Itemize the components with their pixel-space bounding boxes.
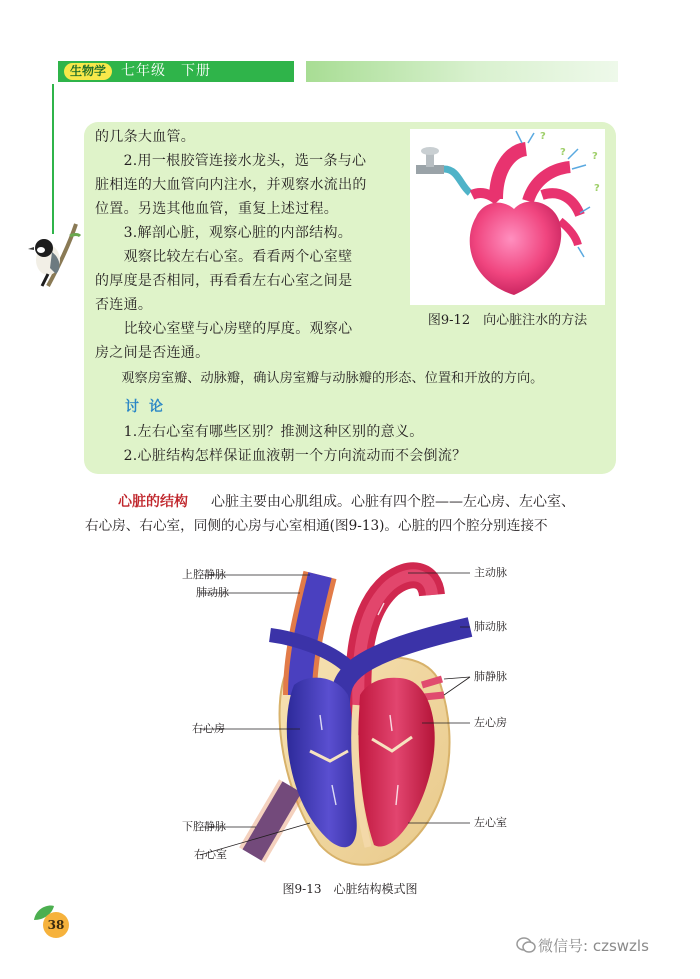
bird-icon bbox=[26, 222, 82, 288]
label-inferior-vena-cava: 下腔静脉 bbox=[182, 820, 226, 833]
activity-line: 3.解剖心脏，观察心脏的内部结构。 bbox=[95, 225, 353, 241]
activity-line: 房之间是否连通。 bbox=[95, 345, 210, 361]
svg-text:?: ? bbox=[594, 183, 600, 194]
activity-line: 比较心室壁与心房壁的厚度。观察心 bbox=[95, 321, 353, 337]
label-left-ventricle: 左心室 bbox=[474, 816, 507, 829]
label-right-ventricle: 右心室 bbox=[194, 848, 227, 861]
discussion-question: 2.心脏结构怎样保证血液朝一个方向流动而不会倒流？ bbox=[95, 448, 467, 464]
header-gradient-bar bbox=[306, 61, 618, 82]
section-heading: 心脏的结构 bbox=[118, 494, 188, 510]
figure-9-12-caption: 图9-12 向心脏注水的方法 bbox=[427, 313, 588, 328]
activity-line: 的厚度是否相同，再看看左右心室之间是 bbox=[95, 273, 353, 289]
subject-badge: 生物学 bbox=[64, 63, 112, 80]
svg-text:?: ? bbox=[560, 147, 566, 158]
label-pulmonary-artery-right: 肺动脉 bbox=[474, 620, 507, 633]
figure-9-13-caption: 图9-13 心脏结构模式图 bbox=[282, 882, 418, 896]
label-aorta: 主动脉 bbox=[474, 566, 507, 579]
label-right-atrium: 右心房 bbox=[192, 722, 225, 735]
label-pulmonary-vein: 肺静脉 bbox=[474, 670, 507, 683]
svg-text:?: ? bbox=[540, 131, 546, 142]
wechat-icon bbox=[516, 936, 536, 954]
label-pulmonary-artery-left: 肺动脉 bbox=[196, 586, 229, 599]
margin-rule bbox=[52, 84, 54, 234]
body-text-line: 右心房、右心室，同侧的心房与心室相通(图9-13)。心脏的四个腔分别连接不 bbox=[85, 518, 548, 534]
activity-line: 观察比较左右心室。看看两个心室壁 bbox=[95, 249, 353, 265]
grade-volume-label: 七年级 下册 bbox=[121, 63, 211, 79]
activity-line: 的几条大血管。 bbox=[95, 129, 196, 145]
activity-line: 观察房室瓣、动脉瓣，确认房室瓣与动脉瓣的形态、位置和开放的方向。 bbox=[95, 371, 544, 386]
discussion-question: 1.左右心室有哪些区别？推测这种区别的意义。 bbox=[95, 424, 424, 440]
activity-line: 2.用一根胶管连接水龙头，选一条与心 bbox=[95, 153, 367, 169]
heart-water-injection-illustration bbox=[410, 129, 605, 305]
label-left-atrium: 左心房 bbox=[474, 716, 507, 729]
wechat-watermark: 微信号: czswzls bbox=[538, 937, 649, 955]
label-superior-vena-cava: 上腔静脉 bbox=[182, 568, 226, 581]
svg-text:?: ? bbox=[592, 151, 598, 162]
activity-line: 脏相连的大血管向内注水，并观察水流出的 bbox=[95, 177, 367, 193]
discussion-title: 讨论 bbox=[125, 399, 173, 415]
activity-line: 否连通。 bbox=[95, 297, 153, 313]
body-text-line: 心脏主要由心肌组成。心脏有四个腔——左心房、左心室、 bbox=[211, 494, 575, 510]
page-number: 38 bbox=[43, 912, 69, 938]
activity-line: 位置。另选其他血管，重复上述过程。 bbox=[95, 201, 339, 217]
